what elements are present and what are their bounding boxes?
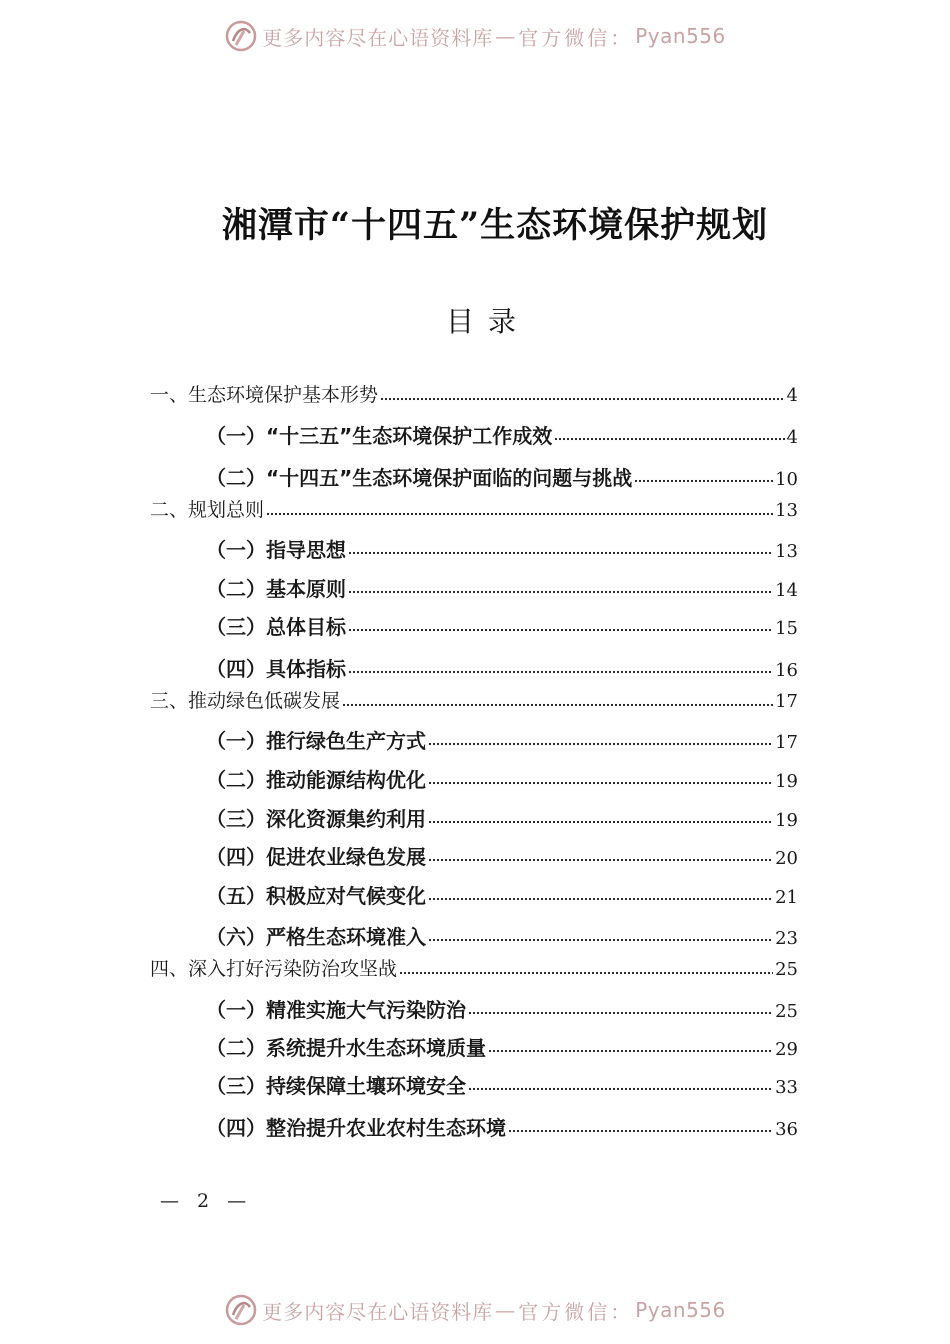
toc-dot-leader bbox=[428, 742, 773, 746]
toc-entry[interactable] bbox=[206, 764, 798, 790]
toc-dot-leader bbox=[488, 1049, 773, 1053]
toc-dot-leader bbox=[342, 703, 773, 707]
watermark-wechat-id: Pyan556 bbox=[635, 1298, 726, 1322]
toc-entry-label: （一）指导思想 bbox=[206, 538, 346, 562]
toc-entry-page: 19 bbox=[775, 771, 798, 792]
toc-dot-leader bbox=[266, 512, 773, 516]
toc-entry-label: 一、生态环境保护基本形势 bbox=[150, 384, 379, 406]
toc-entry-page: 20 bbox=[775, 848, 798, 869]
toc-entry[interactable] bbox=[206, 841, 798, 867]
toc-dot-leader bbox=[399, 971, 773, 975]
toc-dot-leader bbox=[428, 938, 773, 942]
toc-entry-page: 10 bbox=[775, 469, 798, 490]
toc-entry[interactable] bbox=[206, 534, 798, 560]
toc-entry-label: （二）推动能源结构优化 bbox=[206, 768, 426, 792]
toc-entry-label: 三、推动绿色低碳发展 bbox=[150, 690, 341, 712]
toc-entry-label: 二、规划总则 bbox=[150, 499, 265, 521]
toc-entry-label: （三）总体目标 bbox=[206, 615, 346, 639]
toc-entry[interactable] bbox=[206, 921, 798, 947]
toc-entry[interactable] bbox=[206, 462, 798, 488]
watermark-separator: — bbox=[495, 24, 517, 48]
toc-dot-leader bbox=[348, 551, 773, 555]
watermark-wechat-label: 官方微信： bbox=[518, 25, 634, 50]
toc-entry[interactable] bbox=[150, 380, 798, 406]
toc-dot-leader bbox=[468, 1011, 773, 1015]
toc-entry-label: 四、深入打好污染防治攻坚战 bbox=[150, 958, 398, 980]
document-title: 湘潭市“十四五”生态环境保护规划 bbox=[221, 205, 769, 246]
toc-entry-label: （三）深化资源集约利用 bbox=[206, 807, 426, 831]
toc-dot-leader bbox=[554, 437, 784, 441]
toc-entry-label: （一）“十三五”生态环境保护工作成效 bbox=[206, 424, 553, 448]
toc-entry-page: 36 bbox=[775, 1119, 798, 1140]
toc-entry-page: 25 bbox=[775, 1001, 798, 1022]
toc-dot-leader bbox=[428, 897, 773, 901]
toc-dot-leader bbox=[428, 858, 773, 862]
toc-dot-leader bbox=[508, 1129, 773, 1133]
toc-entry[interactable] bbox=[150, 686, 798, 712]
toc-entry-page: 17 bbox=[775, 732, 798, 753]
toc-entry-page: 15 bbox=[775, 618, 798, 639]
toc-entry-page: 17 bbox=[775, 691, 798, 712]
toc-dot-leader bbox=[348, 670, 773, 674]
toc-entry[interactable] bbox=[206, 1032, 798, 1058]
toc-dot-leader bbox=[428, 820, 773, 824]
toc-entry-page: 19 bbox=[775, 810, 798, 831]
toc-entry[interactable] bbox=[206, 653, 798, 679]
toc-entry[interactable] bbox=[206, 1070, 798, 1096]
toc-entry[interactable] bbox=[150, 495, 798, 521]
toc-heading: 目录 bbox=[445, 305, 530, 338]
toc-entry[interactable] bbox=[206, 573, 798, 599]
toc-entry[interactable] bbox=[206, 611, 798, 637]
watermark-wechat-label: 官方微信： bbox=[518, 1299, 634, 1324]
watermark-text: 更多内容尽在心语资料库 bbox=[262, 1299, 494, 1324]
toc-entry[interactable] bbox=[150, 954, 798, 980]
toc-entry-page: 4 bbox=[786, 385, 798, 406]
toc-dot-leader bbox=[380, 397, 785, 401]
toc-entry-label: （二）“十四五”生态环境保护面临的问题与挑战 bbox=[206, 466, 633, 490]
toc-entry[interactable] bbox=[206, 994, 798, 1020]
logo-icon bbox=[224, 1293, 258, 1327]
toc-entry-label: （一）精准实施大气污染防治 bbox=[206, 998, 466, 1022]
watermark-wechat-id: Pyan556 bbox=[635, 24, 726, 48]
watermark-footer bbox=[0, 1290, 950, 1330]
toc-entry-page: 13 bbox=[775, 500, 798, 521]
toc-entry-label: （二）基本原则 bbox=[206, 577, 346, 601]
watermark-separator: — bbox=[495, 1298, 517, 1322]
toc-entry-label: （六）严格生态环境准入 bbox=[206, 925, 426, 949]
toc-entry-page: 13 bbox=[775, 541, 798, 562]
page-number: — 2 — bbox=[160, 1190, 253, 1212]
toc-dot-leader bbox=[468, 1087, 773, 1091]
toc-entry-label: （三）持续保障土壤环境安全 bbox=[206, 1074, 466, 1098]
toc-entry-label: （五）积极应对气候变化 bbox=[206, 884, 426, 908]
toc-dot-leader bbox=[428, 781, 773, 785]
toc-entry[interactable] bbox=[206, 880, 798, 906]
watermark-text: 更多内容尽在心语资料库 bbox=[262, 25, 494, 50]
toc-entry-page: 25 bbox=[775, 959, 798, 980]
toc-entry-label: （二）系统提升水生态环境质量 bbox=[206, 1036, 486, 1060]
toc-entry-page: 21 bbox=[775, 887, 798, 908]
toc-entry-label: （四）促进农业绿色发展 bbox=[206, 845, 426, 869]
toc-dot-leader bbox=[348, 628, 773, 632]
toc-entry-page: 33 bbox=[775, 1077, 798, 1098]
toc-dot-leader bbox=[634, 479, 773, 483]
toc-entry-label: （四）整治提升农业农村生态环境 bbox=[206, 1116, 506, 1140]
toc-entry-page: 4 bbox=[786, 427, 798, 448]
toc-entry-page: 14 bbox=[775, 580, 798, 601]
toc-dot-leader bbox=[348, 590, 773, 594]
toc-entry-label: （四）具体指标 bbox=[206, 657, 346, 681]
toc-entry-page: 29 bbox=[775, 1039, 798, 1060]
toc-entry-page: 23 bbox=[775, 928, 798, 949]
toc-entry[interactable] bbox=[206, 725, 798, 751]
toc-entry-page: 16 bbox=[775, 660, 798, 681]
toc-entry[interactable] bbox=[206, 420, 798, 446]
toc-entry-label: （一）推行绿色生产方式 bbox=[206, 729, 426, 753]
toc-entry[interactable] bbox=[206, 803, 798, 829]
toc-entry[interactable] bbox=[206, 1112, 798, 1138]
